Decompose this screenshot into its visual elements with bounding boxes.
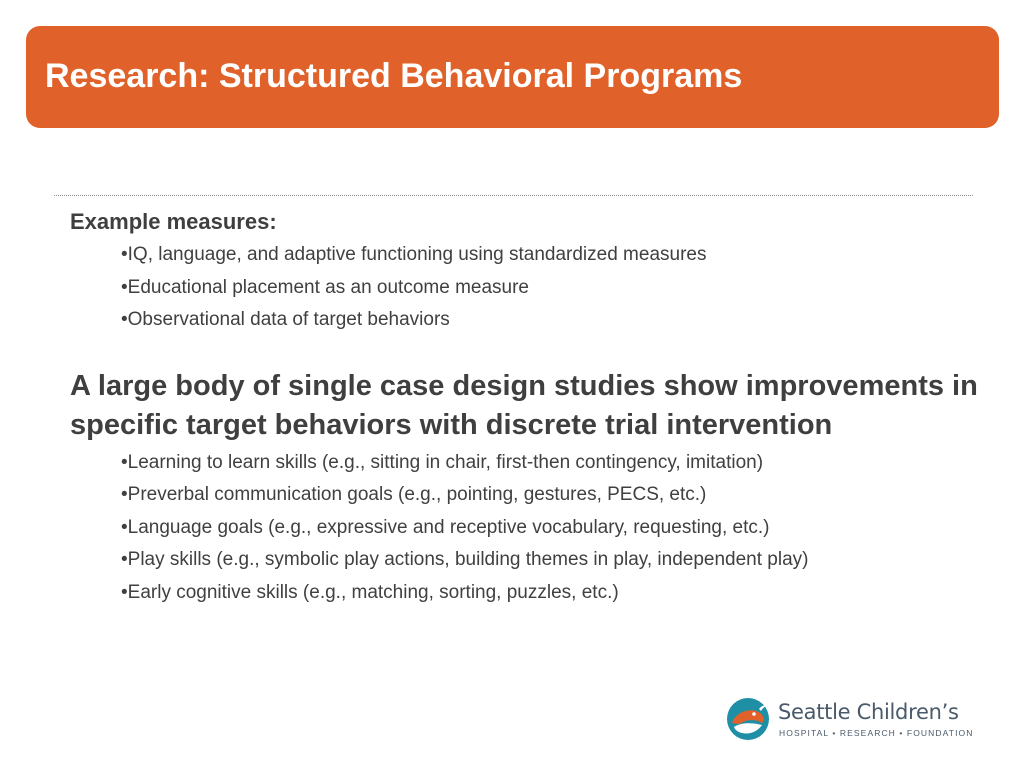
slide-content bbox=[70, 206, 990, 609]
dotted-divider bbox=[54, 195, 973, 196]
slide-title: Research: Structured Behavioral Programs bbox=[45, 57, 743, 95]
list-item: •Early cognitive skills (e.g., matching, sorting, puzzles, etc.) bbox=[121, 581, 619, 603]
list-item: •IQ, language, and adaptive functioning using standardized measures bbox=[121, 244, 707, 265]
list-item: •Observational data of target behaviors bbox=[121, 309, 450, 330]
logo-tagline: HOSPITAL • RESEARCH • FOUNDATION bbox=[779, 728, 974, 738]
list-item: •Preverbal communication goals (e.g., pointing, gestures, PECS, etc.) bbox=[121, 484, 707, 505]
target-behaviors-list bbox=[70, 447, 990, 610]
whale-logo-icon bbox=[726, 697, 770, 741]
seattle-childrens-logo bbox=[726, 697, 996, 745]
title-banner bbox=[26, 26, 999, 128]
list-item: •Language goals (e.g., expressive and receptive vocabulary, requesting, etc.) bbox=[121, 516, 770, 538]
list-item: •Educational placement as an outcome measure bbox=[121, 276, 529, 298]
list-item: •Learning to learn skills (e.g., sitting in chair, first-then contingency, imitation) bbox=[121, 451, 764, 473]
example-measures-heading: Example measures: bbox=[70, 209, 277, 234]
example-measures-list bbox=[70, 239, 990, 337]
single-case-heading: A large body of single case design studies show improvements in specific target behaviors with discrete trial intervention bbox=[70, 369, 978, 441]
logo-name: Seattle Children’s bbox=[778, 700, 959, 724]
list-item: •Play skills (e.g., symbolic play actions, building themes in play, independent play) bbox=[121, 549, 809, 570]
